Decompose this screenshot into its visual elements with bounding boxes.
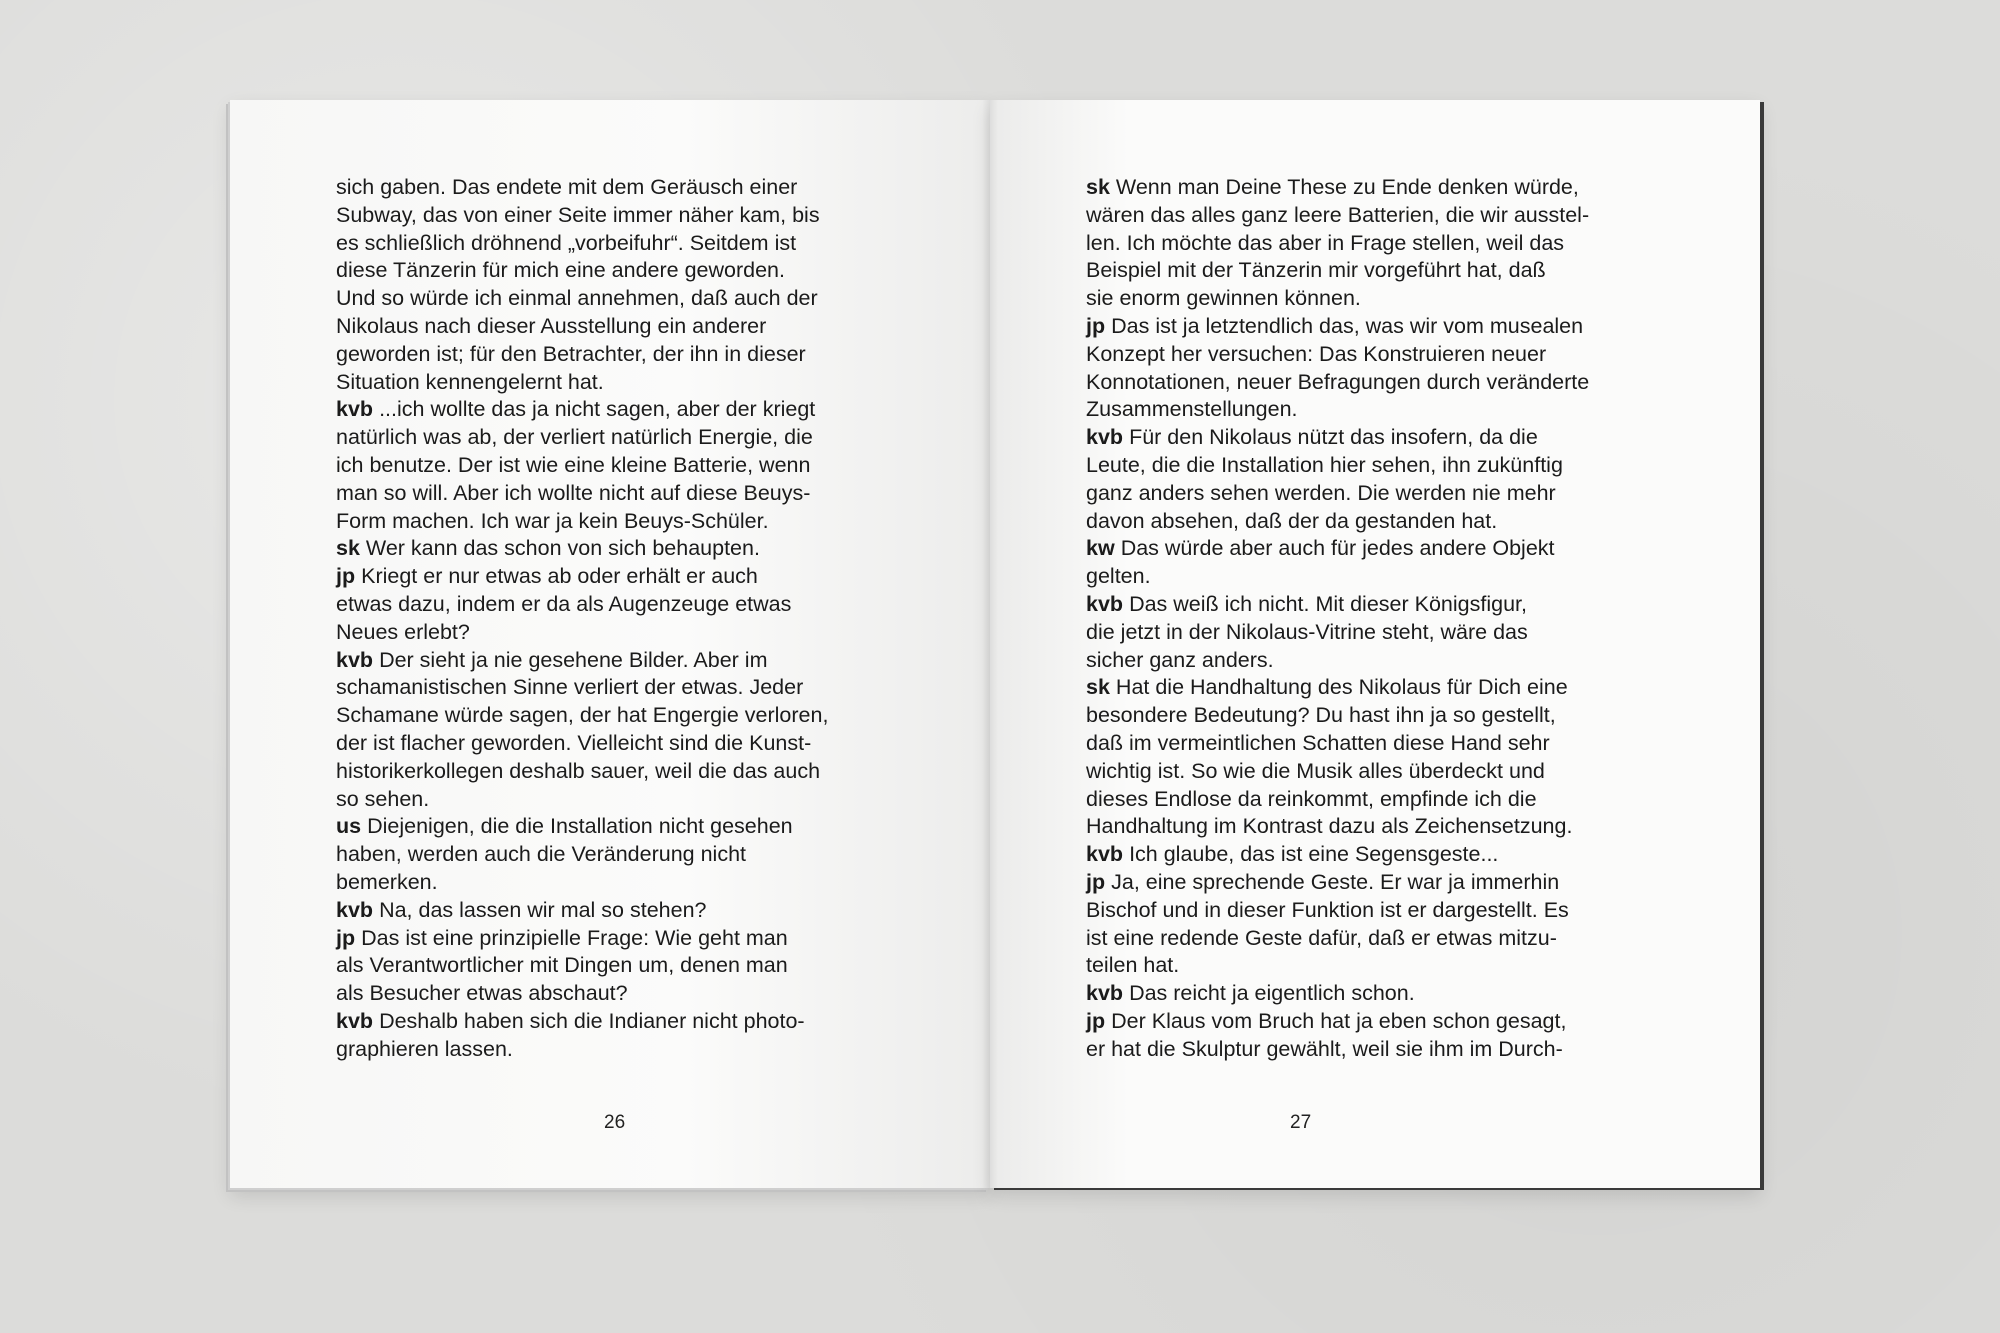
text-line: [336, 591, 896, 619]
line-text: Subway, das von einer Seite immer näher kam, bis: [336, 202, 820, 227]
text-line: [1086, 591, 1646, 619]
text-line: [1086, 257, 1646, 285]
text-line: [336, 813, 896, 841]
text-line: [1086, 535, 1646, 563]
text-line: [336, 619, 896, 647]
text-line: [336, 230, 896, 258]
line-text: Neues erlebt?: [336, 619, 470, 644]
line-text: so sehen.: [336, 786, 430, 811]
line-text: davon absehen, daß der da gestanden hat.: [1086, 508, 1498, 533]
line-text: Diejenigen, die die Installation nicht gesehen: [367, 814, 793, 839]
speaker-initials: sk: [1086, 175, 1110, 199]
line-text: Kriegt er nur etwas ab oder erhält er auch: [361, 564, 758, 589]
text-line: [1086, 563, 1646, 591]
text-line: [336, 869, 896, 897]
speaker-initials: jp: [336, 925, 356, 950]
line-text: Situation kennengelernt hat.: [336, 369, 604, 394]
text-line: [1086, 925, 1646, 953]
line-text: sicher ganz anders.: [1086, 647, 1274, 672]
line-text: bemerken.: [336, 869, 438, 894]
line-text: als Verantwortlicher mit Dingen um, denen man: [336, 953, 788, 978]
line-text: Hat die Handhaltung des Nikolaus für Dich eine: [1115, 675, 1568, 700]
line-text: Form machen. Ich war ja kein Beuys-Schüler.: [336, 508, 769, 533]
line-text: er hat die Skulptur gewählt, weil sie ihm im Durch-: [1086, 1036, 1563, 1061]
line-text: gelten.: [1086, 564, 1151, 589]
text-line: [336, 758, 896, 786]
line-text: Deshalb haben sich die Indianer nicht photo-: [379, 1008, 805, 1033]
line-text: Handhaltung im Kontrast dazu als Zeichensetzung.: [1086, 814, 1573, 839]
line-text: Ich glaube, das ist eine Segensgeste...: [1129, 842, 1499, 867]
text-line: [1086, 730, 1646, 758]
speaker-initials: jp: [1086, 869, 1106, 894]
text-line: [1086, 480, 1646, 508]
speaker-initials: jp: [1086, 313, 1106, 338]
text-line: [336, 508, 896, 536]
line-text: Bischof und in dieser Funktion ist er dargestellt. Es: [1086, 897, 1569, 922]
text-line: [1086, 313, 1646, 341]
text-line: [1086, 897, 1646, 925]
text-line: [336, 563, 896, 591]
text-line: [336, 396, 896, 424]
text-line: [1086, 452, 1646, 480]
text-line: [336, 674, 896, 702]
speaker-initials: kvb: [1086, 425, 1124, 450]
line-text: sich gaben. Das endete mit dem Geräusch einer: [336, 175, 798, 199]
text-line: [336, 647, 896, 675]
line-text: als Besucher etwas abschaut?: [336, 981, 628, 1006]
text-line: [336, 257, 896, 285]
text-line: [1086, 508, 1646, 536]
line-text: besondere Bedeutung? Du hast ihn ja so gestellt,: [1086, 703, 1556, 728]
text-line: [336, 841, 896, 869]
line-text: Der Klaus vom Bruch hat ja eben schon gesagt,: [1111, 1008, 1567, 1033]
text-line: [1086, 424, 1646, 452]
line-text: Schamane würde sagen, der hat Engergie verloren,: [336, 703, 829, 728]
text-line: [336, 369, 896, 397]
text-line: [336, 1036, 896, 1064]
text-line: [336, 424, 896, 452]
line-text: Das weiß ich nicht. Mit dieser Königsfigur,: [1129, 591, 1527, 616]
line-text: Wenn man Deine These zu Ende denken würde,: [1115, 175, 1579, 199]
speaker-initials: sk: [1086, 675, 1110, 700]
line-text: ist eine redende Geste dafür, daß er etwas mitzu-: [1086, 925, 1557, 950]
line-text: Das ist ja letztendlich das, was wir vom musealen: [1111, 313, 1584, 338]
speaker-initials: kvb: [336, 647, 374, 672]
text-line: [1086, 647, 1646, 675]
speaker-initials: kvb: [336, 397, 374, 422]
line-text: teilen hat.: [1086, 953, 1180, 978]
speaker-initials: kvb: [1086, 981, 1124, 1006]
line-text: Das würde aber auch für jedes andere Objekt: [1120, 536, 1555, 561]
line-text: daß im vermeintlichen Schatten diese Hand sehr: [1086, 730, 1550, 755]
left-page-text: [336, 174, 896, 1064]
line-text: Konnotationen, neuer Befragungen durch veränderte: [1086, 369, 1590, 394]
line-text: Für den Nikolaus nützt das insofern, da die: [1129, 425, 1538, 450]
text-line: [1086, 702, 1646, 730]
text-line: [1086, 952, 1646, 980]
line-text: graphieren lassen.: [336, 1036, 513, 1061]
line-text: schamanistischen Sinne verliert der etwas. Jeder: [336, 675, 804, 700]
line-text: Na, das lassen wir mal so stehen?: [379, 897, 707, 922]
line-text: Nikolaus nach dieser Ausstellung ein anderer: [336, 313, 767, 338]
text-line: [336, 786, 896, 814]
speaker-initials: sk: [336, 536, 360, 561]
line-text: Leute, die die Installation hier sehen, ihn zukünftig: [1086, 452, 1563, 477]
line-text: Wer kann das schon von sich behaupten.: [365, 536, 760, 561]
text-line: [1086, 813, 1646, 841]
text-line: [336, 313, 896, 341]
line-text: Das ist eine prinzipielle Frage: Wie geht man: [361, 925, 788, 950]
text-line: [336, 452, 896, 480]
text-line: [336, 202, 896, 230]
line-text: historikerkollegen deshalb sauer, weil die das auch: [336, 758, 821, 783]
text-line: [1086, 285, 1646, 313]
speaker-initials: kw: [1086, 536, 1115, 561]
speaker-initials: kvb: [336, 897, 374, 922]
text-line: [336, 980, 896, 1008]
text-line: [336, 925, 896, 953]
line-text: sie enorm gewinnen können.: [1086, 286, 1361, 311]
line-text: ich benutze. Der ist wie eine kleine Batterie, wenn: [336, 452, 811, 477]
line-text: Konzept her versuchen: Das Konstruieren neuer: [1086, 341, 1547, 366]
right-page: [990, 100, 1760, 1188]
line-text: haben, werden auch die Veränderung nicht: [336, 842, 747, 867]
right-page-number: 27: [1290, 1112, 1312, 1133]
line-text: ...ich wollte das ja nicht sagen, aber der kriegt: [379, 397, 816, 422]
speaker-initials: jp: [336, 564, 356, 589]
speaker-initials: kvb: [1086, 842, 1124, 867]
text-line: [1086, 202, 1646, 230]
text-line: [1086, 758, 1646, 786]
text-line: [1086, 869, 1646, 897]
text-line: [1086, 369, 1646, 397]
line-text: natürlich was ab, der verliert natürlich Energie, die: [336, 425, 813, 450]
text-line: [336, 480, 896, 508]
text-line: [336, 952, 896, 980]
text-line: [336, 1008, 896, 1036]
line-text: ganz anders sehen werden. Die werden nie mehr: [1086, 480, 1556, 505]
speaker-initials: jp: [1086, 1008, 1106, 1033]
text-line: [1086, 1008, 1646, 1036]
text-line: [1086, 674, 1646, 702]
line-text: geworden ist; für den Betrachter, der ihn in dieser: [336, 341, 806, 366]
text-line: [336, 730, 896, 758]
line-text: die jetzt in der Nikolaus-Vitrine steht, wäre das: [1086, 619, 1528, 644]
open-booklet: [230, 100, 1760, 1188]
text-line: [1086, 396, 1646, 424]
line-text: der ist flacher geworden. Vielleicht sind die Kunst-: [336, 730, 812, 755]
text-line: [336, 535, 896, 563]
line-text: dieses Endlose da reinkommt, empfinde ich die: [1086, 786, 1537, 811]
text-line: [1086, 786, 1646, 814]
text-line: [336, 702, 896, 730]
text-line: [1086, 230, 1646, 258]
line-text: Beispiel mit der Tänzerin mir vorgeführt hat, daß: [1086, 258, 1546, 283]
line-text: man so will. Aber ich wollte nicht auf diese Beuys-: [336, 480, 811, 505]
line-text: Und so würde ich einmal annehmen, daß auch der: [336, 286, 818, 311]
left-page: [230, 100, 990, 1188]
text-line: [1086, 980, 1646, 1008]
line-text: wichtig ist. So wie die Musik alles überdeckt und: [1086, 758, 1545, 783]
speaker-initials: kvb: [336, 1008, 374, 1033]
speaker-initials: kvb: [1086, 591, 1124, 616]
text-line: [336, 174, 896, 202]
text-line: [1086, 619, 1646, 647]
text-line: [336, 341, 896, 369]
line-text: Der sieht ja nie gesehene Bilder. Aber im: [379, 647, 768, 672]
text-line: [336, 285, 896, 313]
text-line: [1086, 341, 1646, 369]
left-page-number: 26: [604, 1112, 626, 1133]
text-line: [1086, 841, 1646, 869]
line-text: Zusammenstellungen.: [1086, 397, 1298, 422]
right-page-text: [1086, 174, 1646, 1064]
line-text: Ja, eine sprechende Geste. Er war ja immerhin: [1111, 869, 1560, 894]
line-text: len. Ich möchte das aber in Frage stellen, weil das: [1086, 230, 1565, 255]
line-text: wären das alles ganz leere Batterien, die wir ausstel-: [1086, 202, 1590, 227]
line-text: diese Tänzerin für mich eine andere geworden.: [336, 258, 785, 283]
speaker-initials: us: [336, 814, 362, 839]
line-text: es schließlich dröhnend „vorbeifuhr“. Seitdem ist: [336, 230, 797, 255]
text-line: [1086, 1036, 1646, 1064]
line-text: etwas dazu, indem er da als Augenzeuge etwas: [336, 591, 792, 616]
text-line: [1086, 174, 1646, 202]
line-text: Das reicht ja eigentlich schon.: [1129, 981, 1415, 1006]
text-line: [336, 897, 896, 925]
